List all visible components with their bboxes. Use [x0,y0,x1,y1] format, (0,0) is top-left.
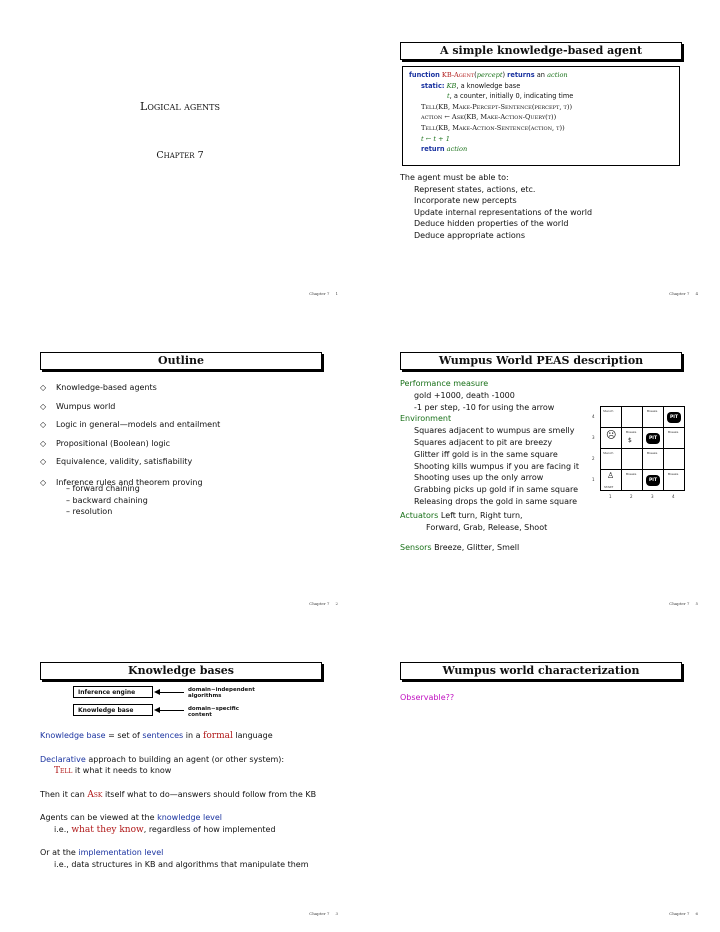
outline-item: ◇ Logic in general—models and entailment [40,416,340,435]
outline-list [40,379,340,490]
pit-cell: PIT [646,433,660,444]
peas-line: Releasing drops the gold in same square [414,496,578,506]
stench-label: Stench [603,451,614,455]
code-line: Tell(KB, Make-Action-Sentence(action, t)) [421,123,565,132]
code-keyword: function [409,71,440,79]
peas-line: gold +1000, death -1000 [414,390,515,400]
code-line: action ← Ask(KB, Make-Action-Query(t)) [421,113,557,122]
peas-line: Shooting uses up the only arrow [414,473,544,483]
base-caption: domain−specific content [188,706,239,718]
agent-intro: The agent must be able to: [400,173,509,182]
outline-item: ◇ Equivalence, validity, satisfiability [40,453,340,472]
outline-item: ◇ Knowledge-based agents [40,379,340,398]
breeze-label: Breeze [647,451,658,455]
code-line [409,144,673,155]
breeze-label: Breeze [647,409,658,413]
breeze-label: Breeze [668,472,679,476]
diamond-icon: ◇ [40,383,47,392]
code-text: , a counter, initially 0, indicating time [449,92,574,101]
sensors-row: Sensors Breeze, Glitter, Smell [400,543,520,553]
peas-line: Grabbing picks up gold if in same square [414,485,579,495]
grid-row-label: 3 [592,435,595,440]
slide-kb [0,620,360,930]
slide-outline [0,310,360,620]
diamond-icon: ◇ [40,457,47,466]
slide-title-box: Wumpus World PEAS description [400,352,682,370]
agent-item: Update internal representations of the world [414,207,593,217]
kb-para: Tell it what it needs to know [54,766,172,776]
outline-sublist [66,483,148,518]
peas-line: -1 per step, -10 for using the arrow [414,402,555,412]
outline-subitem: – resolution [66,507,113,516]
knowledge-base-box: Knowledge base [73,704,153,716]
peas-line: Glitter iff gold is in the same square [414,449,558,459]
slide-footer: Chapter 7 6 [669,911,698,916]
breeze-label: Breeze [626,472,637,476]
kb-para: i.e., what they know, regardless of how implemented [54,824,276,835]
kb-para: Then it can Ask itself what to do—answers should follow from the KB [40,789,317,800]
engine-caption: domain−independent algorithms [188,687,255,699]
gold-icon: $ [628,437,632,444]
outline-item: ◇ Wumpus world [40,398,340,417]
slide-footer: Chapter 7 5 [669,601,698,606]
slide-peas [360,310,720,620]
code-var: t [447,92,450,101]
peas-line: Forward, Grab, Release, Shoot [426,522,548,532]
pit-cell: PIT [646,475,660,486]
actuators-label: Actuators [400,510,439,520]
slide-title-box: A simple knowledge-based agent [400,42,682,60]
code-var: action [547,71,568,79]
outline-subitem: – forward chaining [66,484,140,493]
diamond-icon: ◇ [40,477,47,487]
deck-title: Logical agents [140,100,220,113]
inference-engine-box: Inference engine [73,686,153,698]
grid-row-label: 1 [592,477,595,482]
slide-footer: Chapter 7 4 [669,291,698,296]
code-text: an [536,71,545,79]
slide-footer: Chapter 7 3 [309,911,338,916]
slide-title-box: Knowledge bases [40,662,322,680]
diamond-icon: ◇ [40,401,47,411]
kb-para: Agents can be viewed at the knowledge level [40,813,223,822]
sensors-label: Sensors [400,543,432,553]
agent-item: Deduce hidden properties of the world [414,219,569,228]
grid-col-label: 1 [609,494,612,499]
code-keyword: static: [421,81,445,90]
code-line [409,91,673,102]
slide-footer: Chapter 7 1 [309,291,338,296]
code-var: percept [476,71,503,79]
actuators-row: Actuators Left turn, Right turn, [400,510,523,520]
observable-question: Observable?? [400,693,455,702]
outline-subitem: – backward chaining [66,495,148,505]
pit-cell: PIT [667,412,681,423]
grid-row-label: 4 [592,414,595,419]
code-var: KB [446,81,457,90]
code-line: Tell(KB, Make-Percept-Sentence(percept, t)) [421,102,573,111]
code-keyword: return [421,145,445,154]
peas-body [400,378,610,554]
environment-label: Environment [400,414,452,424]
kb-para: Knowledge base = set of sentences in a formal language [40,731,273,741]
agent-item: Incorporate new percepts [414,196,517,205]
grid-col-label: 4 [672,494,675,499]
slide-agent [360,0,720,310]
code-function: KB-Agent [441,71,475,79]
start-label: START [604,485,614,489]
grid-col-label: 3 [651,494,654,499]
kb-para: i.e., data structures in KB and algorithms that manipulate them [54,859,309,869]
slide-title-box: Outline [40,352,322,370]
kb-para: Declarative approach to building an agent (or other system): [40,754,285,764]
code-var: action [446,145,468,154]
code-line [409,81,673,92]
grid-row-label: 2 [592,456,595,461]
diamond-icon: ◇ [40,438,47,448]
grid-col-label: 2 [630,494,633,499]
code-keyword: returns [507,71,535,79]
kb-para: Or at the implementation level [40,848,164,857]
code-text: , a knowledge base [456,81,521,90]
agent-item: Represent states, actions, etc. [414,184,536,194]
slide-title-box: Wumpus world characterization [400,662,682,680]
peas-line: Squares adjacent to pit are breezy [414,437,553,447]
deck-subtitle: Chapter 7 [156,150,204,161]
wumpus-grid [600,406,685,491]
peas-line: Squares adjacent to wumpus are smelly [414,426,575,436]
agent-body [400,172,700,241]
diamond-icon: ◇ [40,420,47,429]
performance-label: Performance measure [400,379,489,388]
slide-footer: Chapter 7 2 [309,601,338,606]
code-line: function KB-Agent(percept) returns an action [409,71,568,79]
agent-item: Deduce appropriate actions [414,230,526,240]
agent-pseudocode [402,66,680,166]
peas-line: Shooting kills wumpus if you are facing it [414,461,579,471]
breeze-label: Breeze [626,430,637,434]
outline-item: ◇ Propositional (Boolean) logic [40,435,340,454]
code-line: t ← t + 1 [421,134,450,143]
kb-body [40,730,350,870]
breeze-label: Breeze [668,430,679,434]
agent-icon: ♙ [607,471,615,480]
slide-title [0,0,360,310]
stench-label: Stench [603,409,614,413]
slide-characterization [360,620,720,930]
outline-item: ◇ Inference rules and theorem proving [40,472,340,490]
wumpus-icon: ☹ [606,430,617,441]
